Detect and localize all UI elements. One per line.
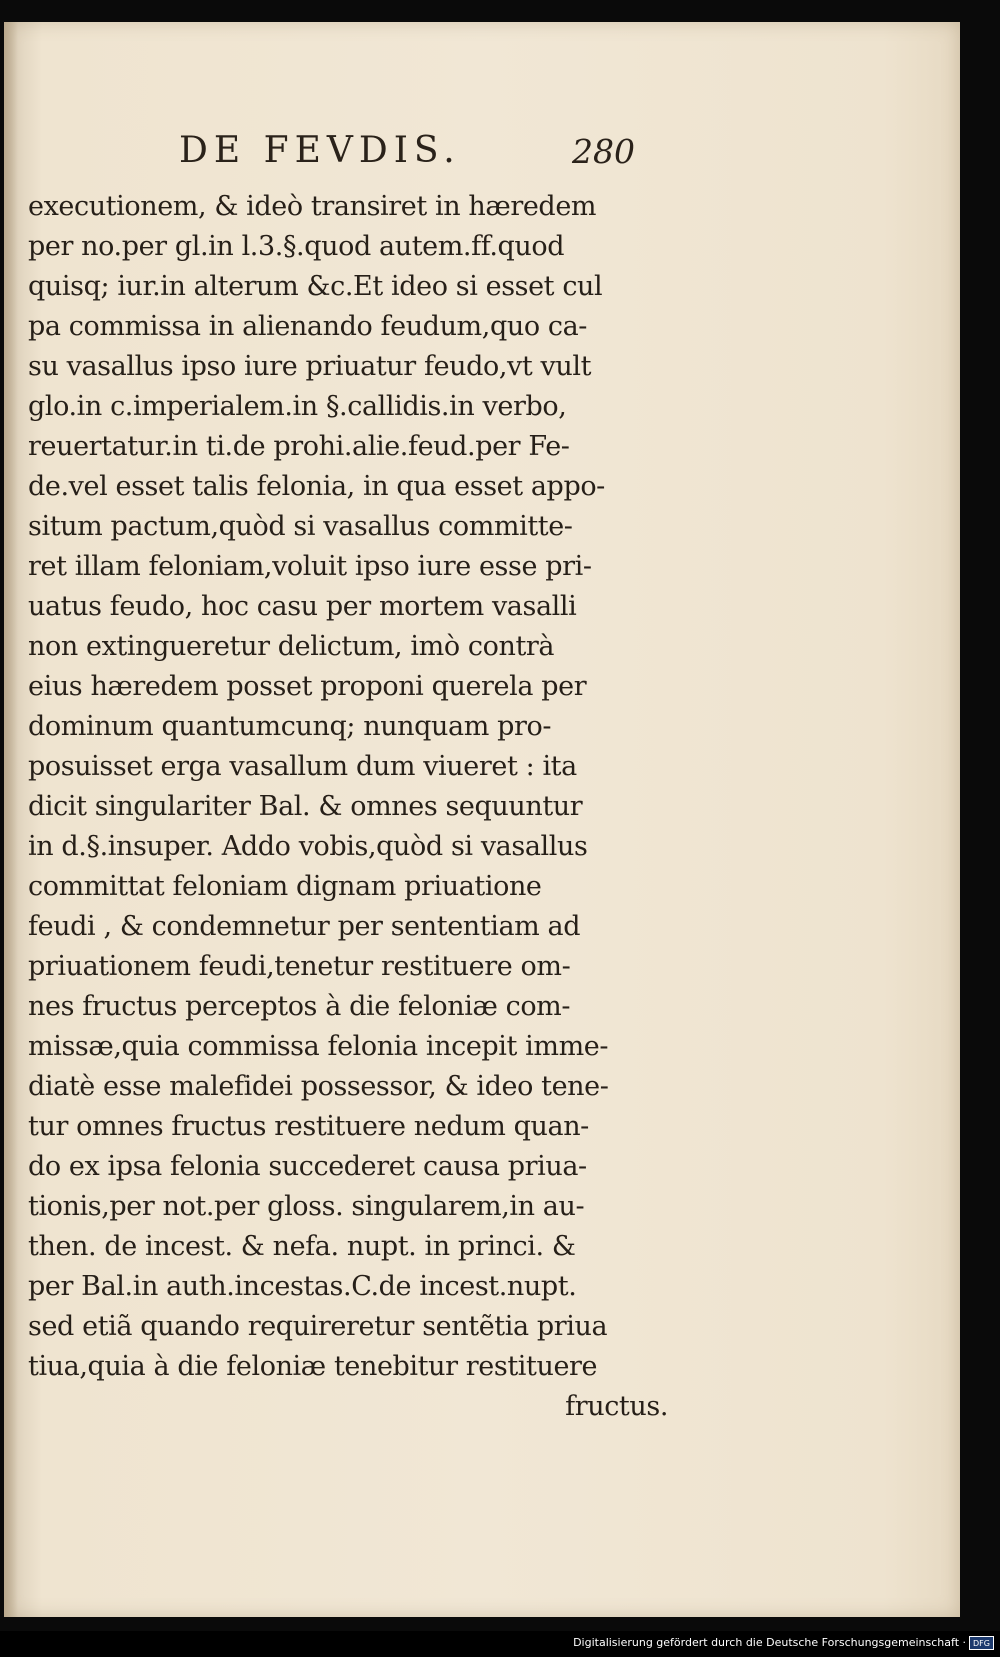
text-line: ret illam feloniam,voluit ipso iure esse pri- (28, 551, 592, 582)
text-line: situm pactum,quòd si vasallus committe- (28, 511, 573, 542)
text-line: executionem, & ideò transiret in hæredem (28, 191, 597, 222)
running-head (4, 130, 960, 190)
text-line: then. de incest. & nefa. nupt. in princi. & (28, 1231, 576, 1262)
digitization-footer (0, 1631, 1000, 1657)
text-line: reuertatur.in ti.de prohi.alie.feud.per Fe- (28, 431, 570, 462)
funding-credit: Digitalisierung gefördert durch die Deutsche Forschungsgemeinschaft · (573, 1636, 966, 1649)
text-line: missæ,quia commissa felonia incepit imme- (28, 1031, 609, 1062)
text-line: nes fructus perceptos à die feloniæ com- (28, 991, 571, 1022)
page-number: 280 (572, 132, 635, 171)
running-head-title: DE FEVDIS. (179, 130, 461, 171)
text-line: de.vel esset talis felonia, in qua esset appo- (28, 471, 605, 502)
text-line: eius hæredem posset proponi querela per (28, 671, 587, 702)
text-line: per Bal.in auth.incestas.C.de incest.nupt. (28, 1271, 577, 1302)
text-line: per no.per gl.in l.3.§.quod autem.ff.quod (28, 231, 565, 262)
text-line: su vasallus ipso iure priuatur feudo,vt vult (28, 351, 592, 382)
text-line: posuisset erga vasallum dum viueret : ita (28, 751, 577, 782)
text-line: glo.in c.imperialem.in §.callidis.in verbo, (28, 391, 567, 422)
text-line: dominum quantumcunq; nunquam pro- (28, 711, 552, 742)
text-line: in d.§.insuper. Addo vobis,quòd si vasallus (28, 831, 588, 862)
text-line: committat feloniam dignam priuatione (28, 871, 542, 902)
text-line: uatus feudo, hoc casu per mortem vasalli (28, 591, 577, 622)
text-line: priuationem feudi,tenetur restituere om- (28, 951, 571, 982)
catchword: fructus. (565, 1391, 668, 1422)
text-line: tur omnes fructus restituere nedum quan- (28, 1111, 589, 1142)
book-page (4, 22, 960, 1617)
text-line: tionis,per not.per gloss. singularem,in au- (28, 1191, 585, 1222)
text-line: dicit singulariter Bal. & omnes sequuntur (28, 791, 583, 822)
text-line: feudi , & condemnetur per sententiam ad (28, 911, 581, 942)
dfg-logo-icon: DFG (969, 1636, 994, 1650)
page-gutter-shadow (4, 22, 18, 1617)
body-text (28, 187, 668, 1427)
text-line: tiua,quia à die feloniæ tenebitur restituere (28, 1351, 598, 1382)
text-line: pa commissa in alienando feudum,quo ca- (28, 311, 587, 342)
text-line: sed etiã quando requireretur sentẽtia priua (28, 1311, 608, 1342)
text-line: non extingueretur delictum, imò contrà (28, 631, 555, 662)
text-line: diatè esse malefidei possessor, & ideo tene- (28, 1071, 609, 1102)
text-line: quisq; iur.in alterum &c.Et ideo si esset cul (28, 271, 603, 302)
text-line: do ex ipsa felonia succederet causa priua- (28, 1151, 587, 1182)
